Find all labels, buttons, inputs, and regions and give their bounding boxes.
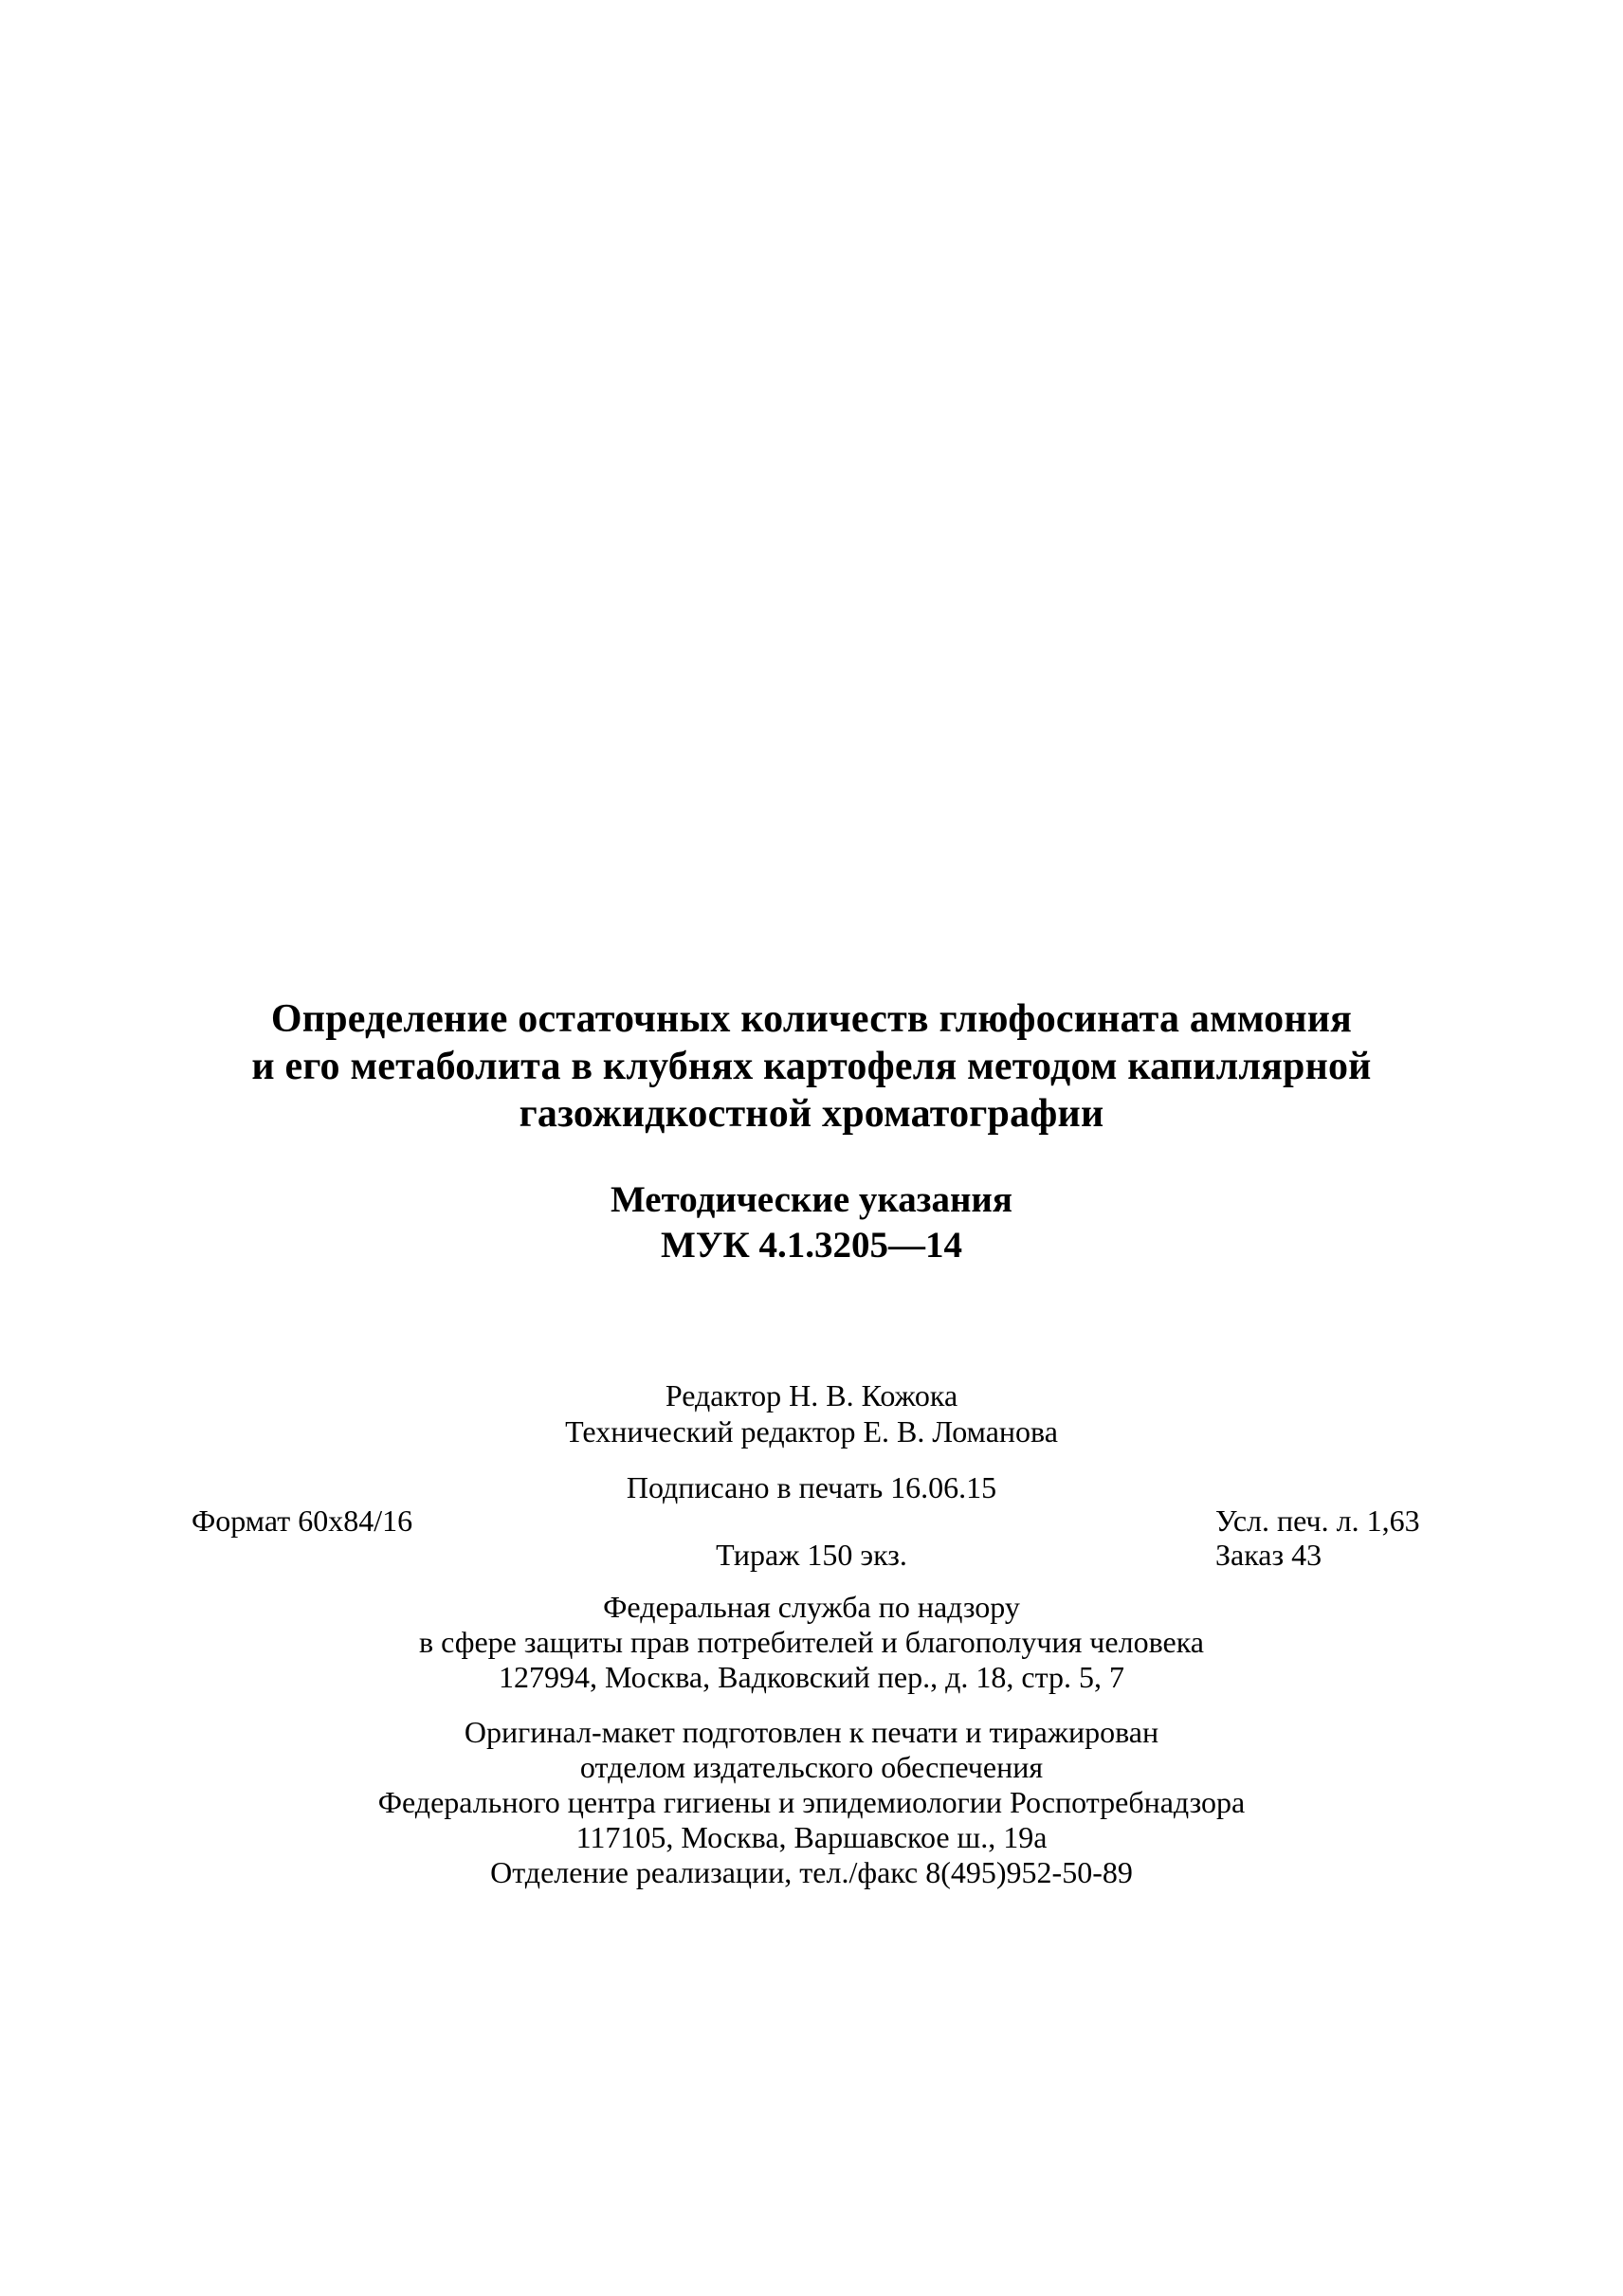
order-number: Заказ 43 xyxy=(1215,1538,1322,1572)
print-sheets: Усл. печ. л. 1,63 xyxy=(1215,1503,1420,1538)
signed-to-print: Подписано в печать 16.06.15 xyxy=(626,1470,997,1504)
publisher-line-2: в сфере защиты прав потребителей и благополучия человека xyxy=(419,1625,1204,1659)
paper-format: Формат 60x84/16 xyxy=(191,1503,413,1538)
title-line-1: Определение остаточных количеств глюфосината аммония xyxy=(270,997,1353,1041)
document-code: МУК 4.1.3205—14 xyxy=(661,1225,962,1266)
printer-line-1: Оригинал-макет подготовлен к печати и тиражирован xyxy=(464,1715,1159,1749)
printer-line-3: Федерального центра гигиены и эпидемиологии Роспотребнадзора xyxy=(377,1785,1246,1819)
sales-contact: Отделение реализации, тел./факс 8(495)952-50-89 xyxy=(490,1855,1133,1889)
title-line-3: газожидкостной хроматографии xyxy=(519,1092,1104,1136)
printer-address: 117105, Москва, Варшавское ш., 19а xyxy=(575,1820,1048,1854)
publisher-line-1: Федеральная служба по надзору xyxy=(603,1590,1020,1624)
publisher-address: 127994, Москва, Вадковский пер., д. 18, стр. 5, 7 xyxy=(499,1660,1124,1694)
printer-line-2: отделом издательского обеспечения xyxy=(579,1750,1044,1784)
editor-line: Редактор Н. В. Кожока xyxy=(665,1378,958,1412)
title-line-2: и его метаболита в клубнях картофеля методом капиллярной xyxy=(251,1045,1372,1088)
document-type: Методические указания xyxy=(610,1179,1012,1220)
tech-editor-line: Технический редактор Е. В. Ломанова xyxy=(565,1414,1058,1449)
circulation: Тираж 150 экз. xyxy=(716,1538,907,1572)
